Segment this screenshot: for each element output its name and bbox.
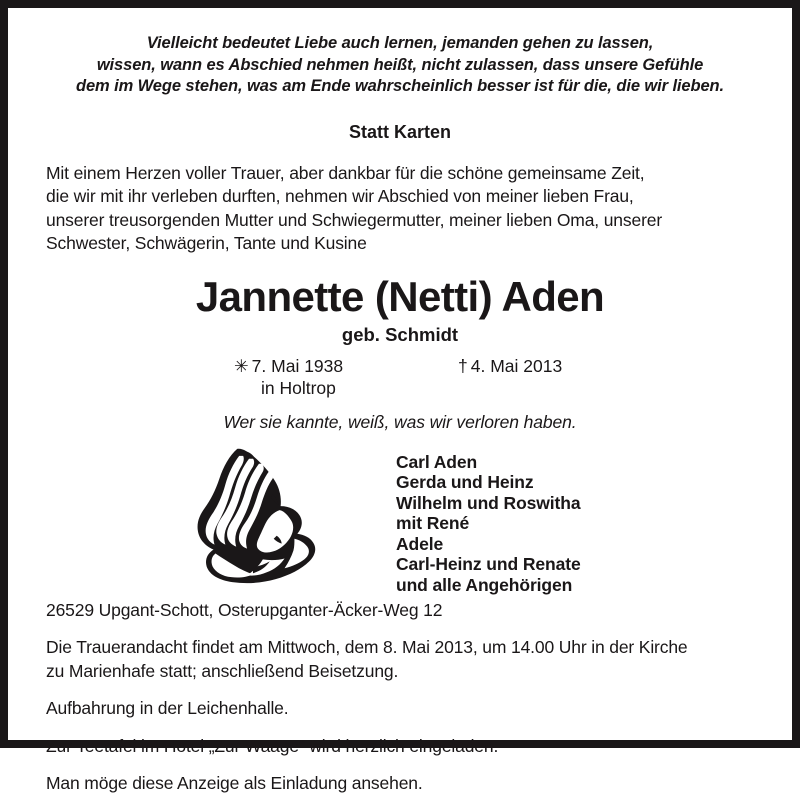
death-cross-icon: † <box>458 355 468 376</box>
service-line: zu Marienhafe statt; anschließend Beisetzung. <box>46 660 399 681</box>
praying-hands-icon <box>177 443 327 591</box>
address-line: 26529 Upgant-Schott, Osterupganter-Äcker-Weg 12 <box>46 599 443 620</box>
family-line: und alle Angehörigen <box>396 574 573 595</box>
laying-out-line: Aufbahrung in der Leichenhalle. <box>46 698 289 718</box>
death-date: 4. Mai 2013 <box>470 355 563 376</box>
family-line: Gerda und Heinz <box>396 472 534 492</box>
intro-line: die wir mit ihr verleben durften, nehmen wir Abschied von meiner lieben Frau, <box>46 186 634 206</box>
reception-line: Zur Teetafel im Hotel „Zur Waage“ wird herzlich eingeladen. <box>46 735 499 756</box>
intro-paragraph <box>38 162 762 256</box>
death-date-group <box>458 355 562 377</box>
family-list <box>396 452 581 596</box>
birth-date-line <box>234 355 343 377</box>
birth-place: in Holtrop <box>261 377 336 398</box>
birth-star-icon: ✳ <box>234 355 249 376</box>
family-line: Carl-Heinz und Renate <box>396 554 581 574</box>
notice-border-frame <box>8 8 792 793</box>
closing-block <box>38 599 762 796</box>
birth-date-group <box>234 355 343 399</box>
deceased-maiden-name: geb. Schmidt <box>341 323 459 345</box>
family-line: mit René <box>396 513 470 533</box>
verse-line: dem im Wege stehen, was am Ende wahrscheinlich besser ist für die, die wir lieben. <box>75 77 725 95</box>
family-line: Wilhelm und Roswitha <box>396 492 581 513</box>
intro-line: Mit einem Herzen voller Trauer, aber dankbar für die schöne gemeinsame Zeit, <box>46 162 645 183</box>
deceased-name: Jannette (Netti) Aden <box>195 272 605 320</box>
memorial-line: Wer sie kannte, weiß, was wir verloren haben. <box>223 411 577 432</box>
mourners-section <box>38 445 762 595</box>
statt-karten-heading: Statt Karten <box>348 121 451 142</box>
life-dates <box>38 355 762 401</box>
intro-line: unserer treusorgenden Mutter und Schwiegermutter, meiner lieben Oma, unserer <box>46 209 663 230</box>
opening-verse <box>38 33 762 98</box>
family-line: Adele <box>396 533 444 554</box>
service-line: Die Trauerandacht findet am Mittwoch, dem 8. Mai 2013, um 14.00 Uhr in der Kirche <box>46 637 688 657</box>
verse-line: Vielleicht bedeutet Liebe auch lernen, jemanden gehen zu lassen, <box>146 34 654 52</box>
intro-line: Schwester, Schwägerin, Tante und Kusine <box>46 233 367 253</box>
invitation-line: Man möge diese Anzeige als Einladung ansehen. <box>46 773 423 793</box>
family-line: Carl Aden <box>396 451 478 472</box>
notice-sheet <box>10 10 790 793</box>
birth-date: 7. Mai 1938 <box>251 355 344 376</box>
verse-line: wissen, wann es Abschied nehmen heißt, nicht zulassen, dass unsere Gefühle <box>96 55 704 74</box>
